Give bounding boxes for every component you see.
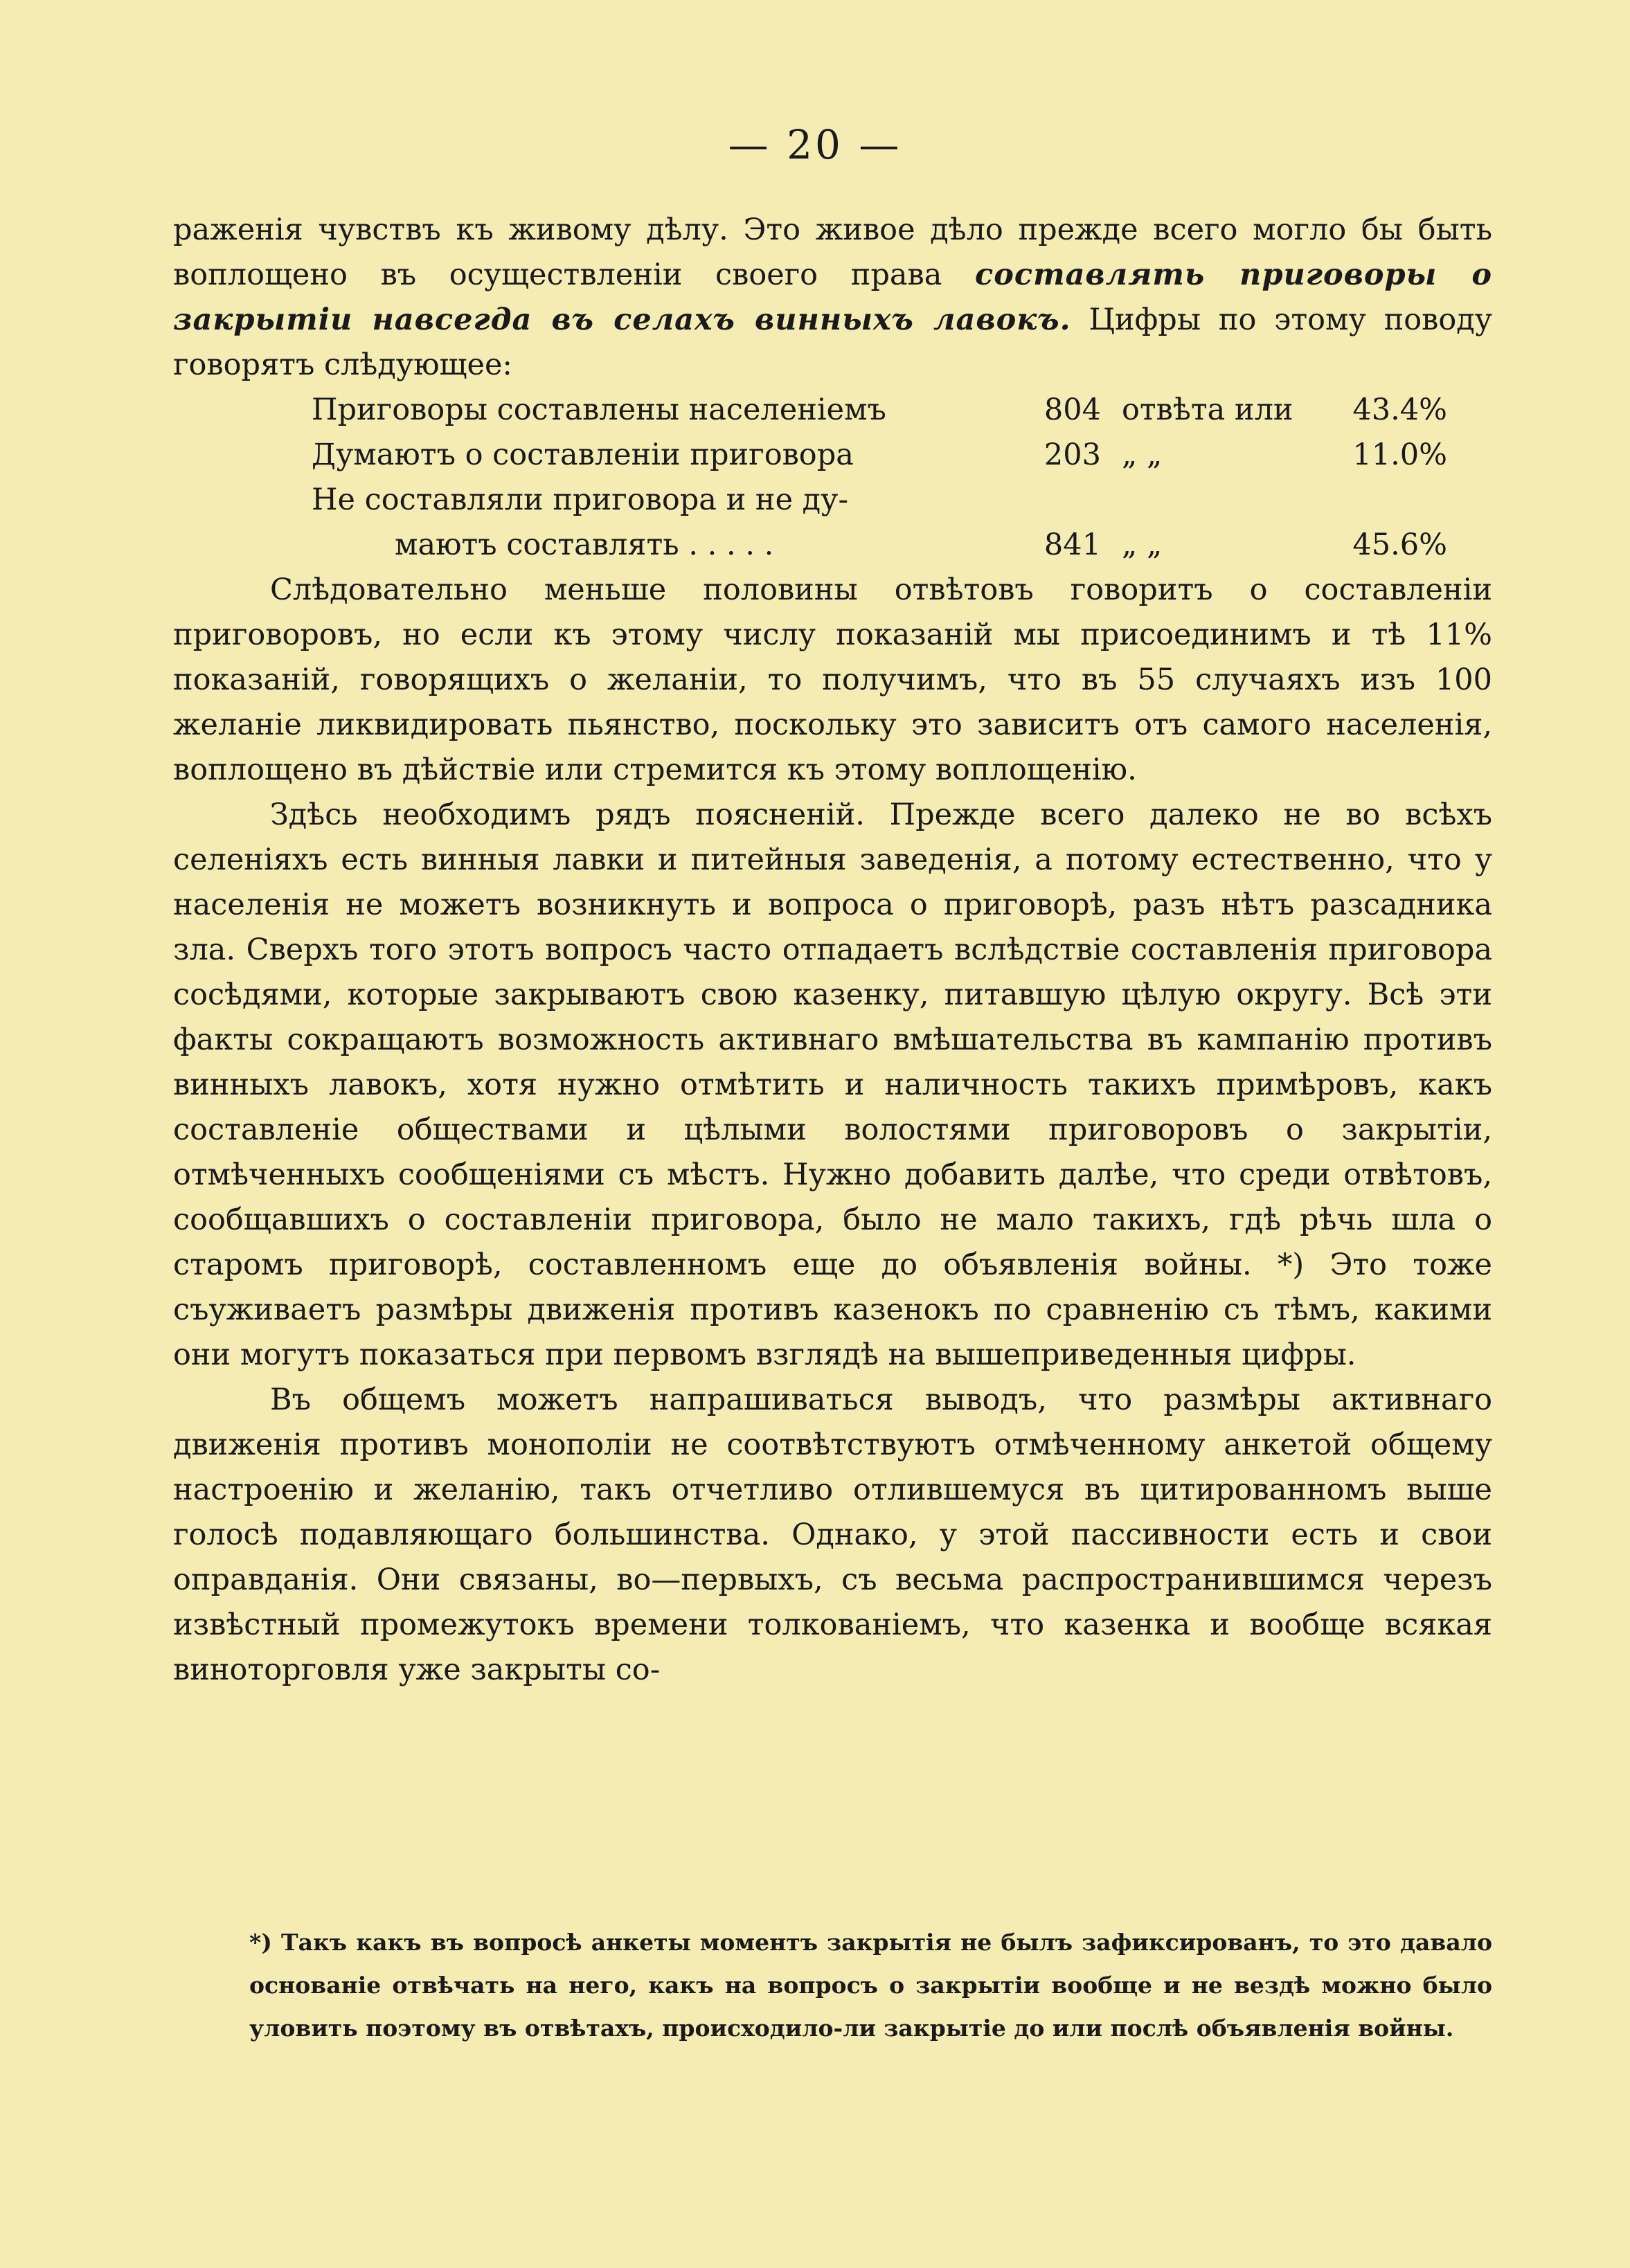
stat-label: Приговоры составлены населеніемъ [312, 393, 886, 427]
paragraph-1 [173, 208, 1492, 388]
stat-percent: 45.6% [1352, 528, 1447, 562]
stat-unit: „ „ [1122, 528, 1163, 562]
stat-label: Думаютъ о составленіи приговора [312, 438, 854, 472]
body-text [173, 208, 1492, 1693]
stat-label: Не составляли приговора и не ду- [312, 483, 848, 517]
stat-label: маютъ составлять . . . . . [395, 528, 774, 562]
stat-value: 804 [1044, 393, 1101, 427]
stat-unit: отвѣта или [1122, 393, 1293, 427]
stat-row [312, 433, 1530, 478]
paragraph-1-end: Цифры по этому поводу говорятъ слѣдующее: [173, 303, 1493, 382]
stat-row [312, 478, 1530, 523]
stat-percent: 11.0% [1352, 438, 1447, 472]
stat-row [312, 523, 1530, 568]
statistics-table [312, 388, 1530, 568]
stat-value: 841 [1044, 528, 1101, 562]
paragraph-1-start: раженія чувствъ къ живому дѣлу. Это живое дѣло прежде всего могло бы быть воплощено въ осуществленіи своего права [173, 213, 1492, 292]
paragraph-4: Въ общемъ можетъ напрашиваться выводъ, что размѣры активнаго движенія противъ монополіи не соотвѣтствуютъ отмѣченному анкетой общему настроенію и желанію, такъ отчетливо отлившемуся въ цитированномъ выше голосѣ подавляющаго большинства. Однако, у этой пассивности есть и свои оправданія. Они связаны, во—первыхъ, съ весьма распространившимся черезъ извѣстный промежутокъ времени толкованіемъ, что казенка и вообще всякая виноторговля уже закрыты со- [173, 1383, 1492, 1687]
stat-percent: 43.4% [1352, 393, 1447, 427]
footnote-text: *) Такъ какъ въ вопросѣ анкеты моментъ закрытія не былъ зафиксированъ, то это давало основаніе отвѣчать на него, какъ на вопросъ о закрытіи вообще и не вездѣ можно было уловить поэтому въ отвѣтахъ, происходило-ли закрытіе до или послѣ объявленія войны. [249, 1929, 1492, 2042]
paragraph-2: Слѣдовательно меньше половины отвѣтовъ говоритъ о составленіи приговоровъ, но если къ этому числу показаній мы присоединимъ и тѣ 11% показаній, говорящихъ о желаніи, то получимъ, что въ 55 случаяхъ изъ 100 желаніе ликвидировать пьянство, поскольку это зависитъ отъ самого населенія, воплощено въ дѣйствіе или стремится къ этому воплощенію. [173, 573, 1492, 787]
paragraph-3: Здѣсь необходимъ рядъ поясненій. Прежде всего далеко не во всѣхъ селеніяхъ есть винныя лавки и питейныя заведенія, а потому естественно, что у населенія не можетъ возникнуть и вопроса о приговорѣ, разъ нѣтъ разсадника зла. Сверхъ того этотъ вопросъ часто отпадаетъ вслѣдствіе составленія приговора сосѣдями, которые закрываютъ свою казенку, питавшую цѣлую округу. Всѣ эти факты сокращаютъ возможность активнаго вмѣшательства въ кампанію противъ винныхъ лавокъ, хотя нужно отмѣтить и наличность такихъ примѣровъ, какъ составленіе обществами и цѣлыми волостями приговоровъ о закрытіи, отмѣченныхъ сообщеніями съ мѣстъ. Нужно добавить далѣе, что среди отвѣтовъ, сообщавшихъ о составленіи приговора, было не мало такихъ, гдѣ рѣчь шла о старомъ приговорѣ, составленномъ еще до объявленія войны. *) Это тоже съуживаетъ размѣры движенія противъ казенокъ по сравненію съ тѣмъ, какими они могутъ показаться при первомъ взглядѣ на вышеприведенныя цифры. [173, 798, 1492, 1372]
stat-value: 203 [1044, 438, 1101, 472]
page-number: — 20 — [728, 121, 902, 168]
stat-row [312, 388, 1530, 433]
footnote [173, 1921, 1492, 2050]
stat-unit: „ „ [1122, 438, 1163, 472]
paragraph-1-emphasis: составлять приговоры о закрытіи навсегда въ селахъ винныхъ лавокъ. [173, 258, 1493, 337]
